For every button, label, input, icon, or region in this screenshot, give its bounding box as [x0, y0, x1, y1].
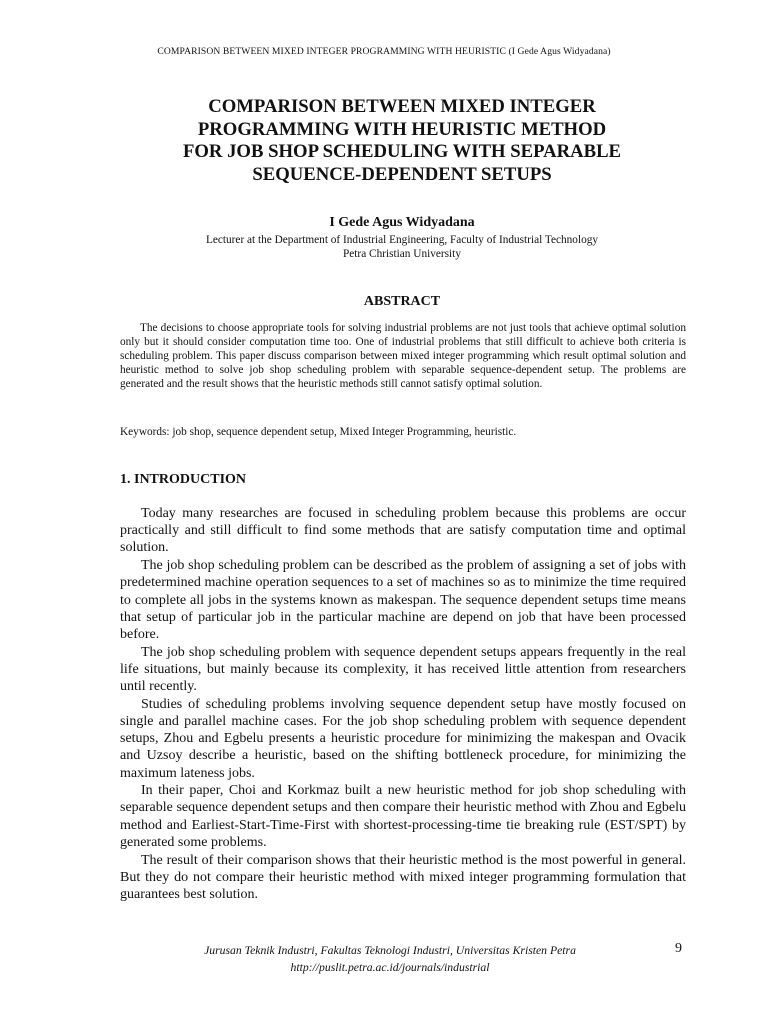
affiliation-line: Petra Christian University	[343, 247, 461, 260]
author-name: I Gede Agus Widyadana	[329, 215, 475, 230]
body-paragraph: In their paper, Choi and Korkmaz built a new heuristic method for job shop scheduling with separable sequence dependent setups and then compare their heuristic method with Zhou and Egbelu method and Earliest-Start-Time-First with shortest-processing-time tie breaking rule (EST/SPT) by generated some problems.	[120, 783, 686, 850]
body-paragraph: The job shop scheduling problem with sequence dependent setups appears frequently in the real life situations, but mainly because its complexity, it has received little attention from researchers until recently.	[120, 644, 686, 695]
author-affiliation	[0, 234, 768, 261]
body-paragraph: The job shop scheduling problem can be described as the problem of assigning a set of jobs with predetermined machine operation sequences to a set of machines so as to minimize the time required to complete all jobs in the systems known as makespan. The sequence dependent setups time means that setup of particular job in the particular machine are depend on job that have been processed before.	[120, 558, 686, 642]
body-paragraph: Today many researches are focused in scheduling problem because this problems are occur practically and still difficult to find some methods that are satisfy computation time and optimal solution.	[120, 506, 686, 556]
abstract-text: The decisions to choose appropriate tools for solving industrial problems are not just tools that achieve optimal solution only but it should consider computation time too. One of industrial problems that still difficult to achieve both criteria is scheduling problem. This paper discuss comparison between mixed integer programming which result optimal solution and heuristic method to solve job shop scheduling problem with separable sequence-dependent setup. The problems are generated and the result shows that the heuristic methods still cannot satisfy optimal solution.	[120, 322, 686, 390]
title-line: PROGRAMMING WITH HEURISTIC METHOD	[197, 118, 607, 140]
body-paragraph: The result of their comparison shows that their heuristic method is the most powerful in general. But they do not compare their heuristic method with mixed integer programming formulation that guarantees best solution.	[120, 852, 686, 902]
paper-title	[100, 96, 704, 186]
title-line: SEQUENCE-DEPENDENT SETUPS	[252, 163, 552, 185]
footer-institution: Jurusan Teknik Industri, Fakultas Teknologi Industri, Universitas Kristen Petra	[204, 944, 576, 957]
page-number: 9	[675, 941, 682, 956]
footer-url: http://puslit.petra.ac.id/journals/industrial	[290, 961, 490, 974]
section-heading-introduction: 1. INTRODUCTION	[120, 472, 247, 487]
affiliation-line: Lecturer at the Department of Industrial Engineering, Faculty of Industrial Technology	[205, 234, 599, 246]
keywords: Keywords: job shop, sequence dependent setup, Mixed Integer Programming, heuristic.	[120, 426, 517, 438]
body-paragraph: Studies of scheduling problems involving sequence dependent setup have mostly focused on single and parallel machine cases. For the job shop scheduling problem with sequence dependent setups, Zhou and Egbelu presents a heuristic procedure for minimizing the makespan and Ovacik and Uzsoy describe a heuristic, based on the shifting bottleneck procedure, for minimizing the maximum lateness jobs.	[120, 696, 686, 781]
title-line: FOR JOB SHOP SCHEDULING WITH SEPARABLE	[182, 141, 622, 162]
page-footer	[0, 942, 768, 976]
abstract-heading: ABSTRACT	[363, 294, 441, 309]
title-line: COMPARISON BETWEEN MIXED INTEGER	[208, 96, 596, 117]
introduction-body	[120, 505, 686, 904]
running-header: COMPARISON BETWEEN MIXED INTEGER PROGRAMMING WITH HEURISTIC (I Gede Agus Widyadana)	[157, 46, 611, 57]
